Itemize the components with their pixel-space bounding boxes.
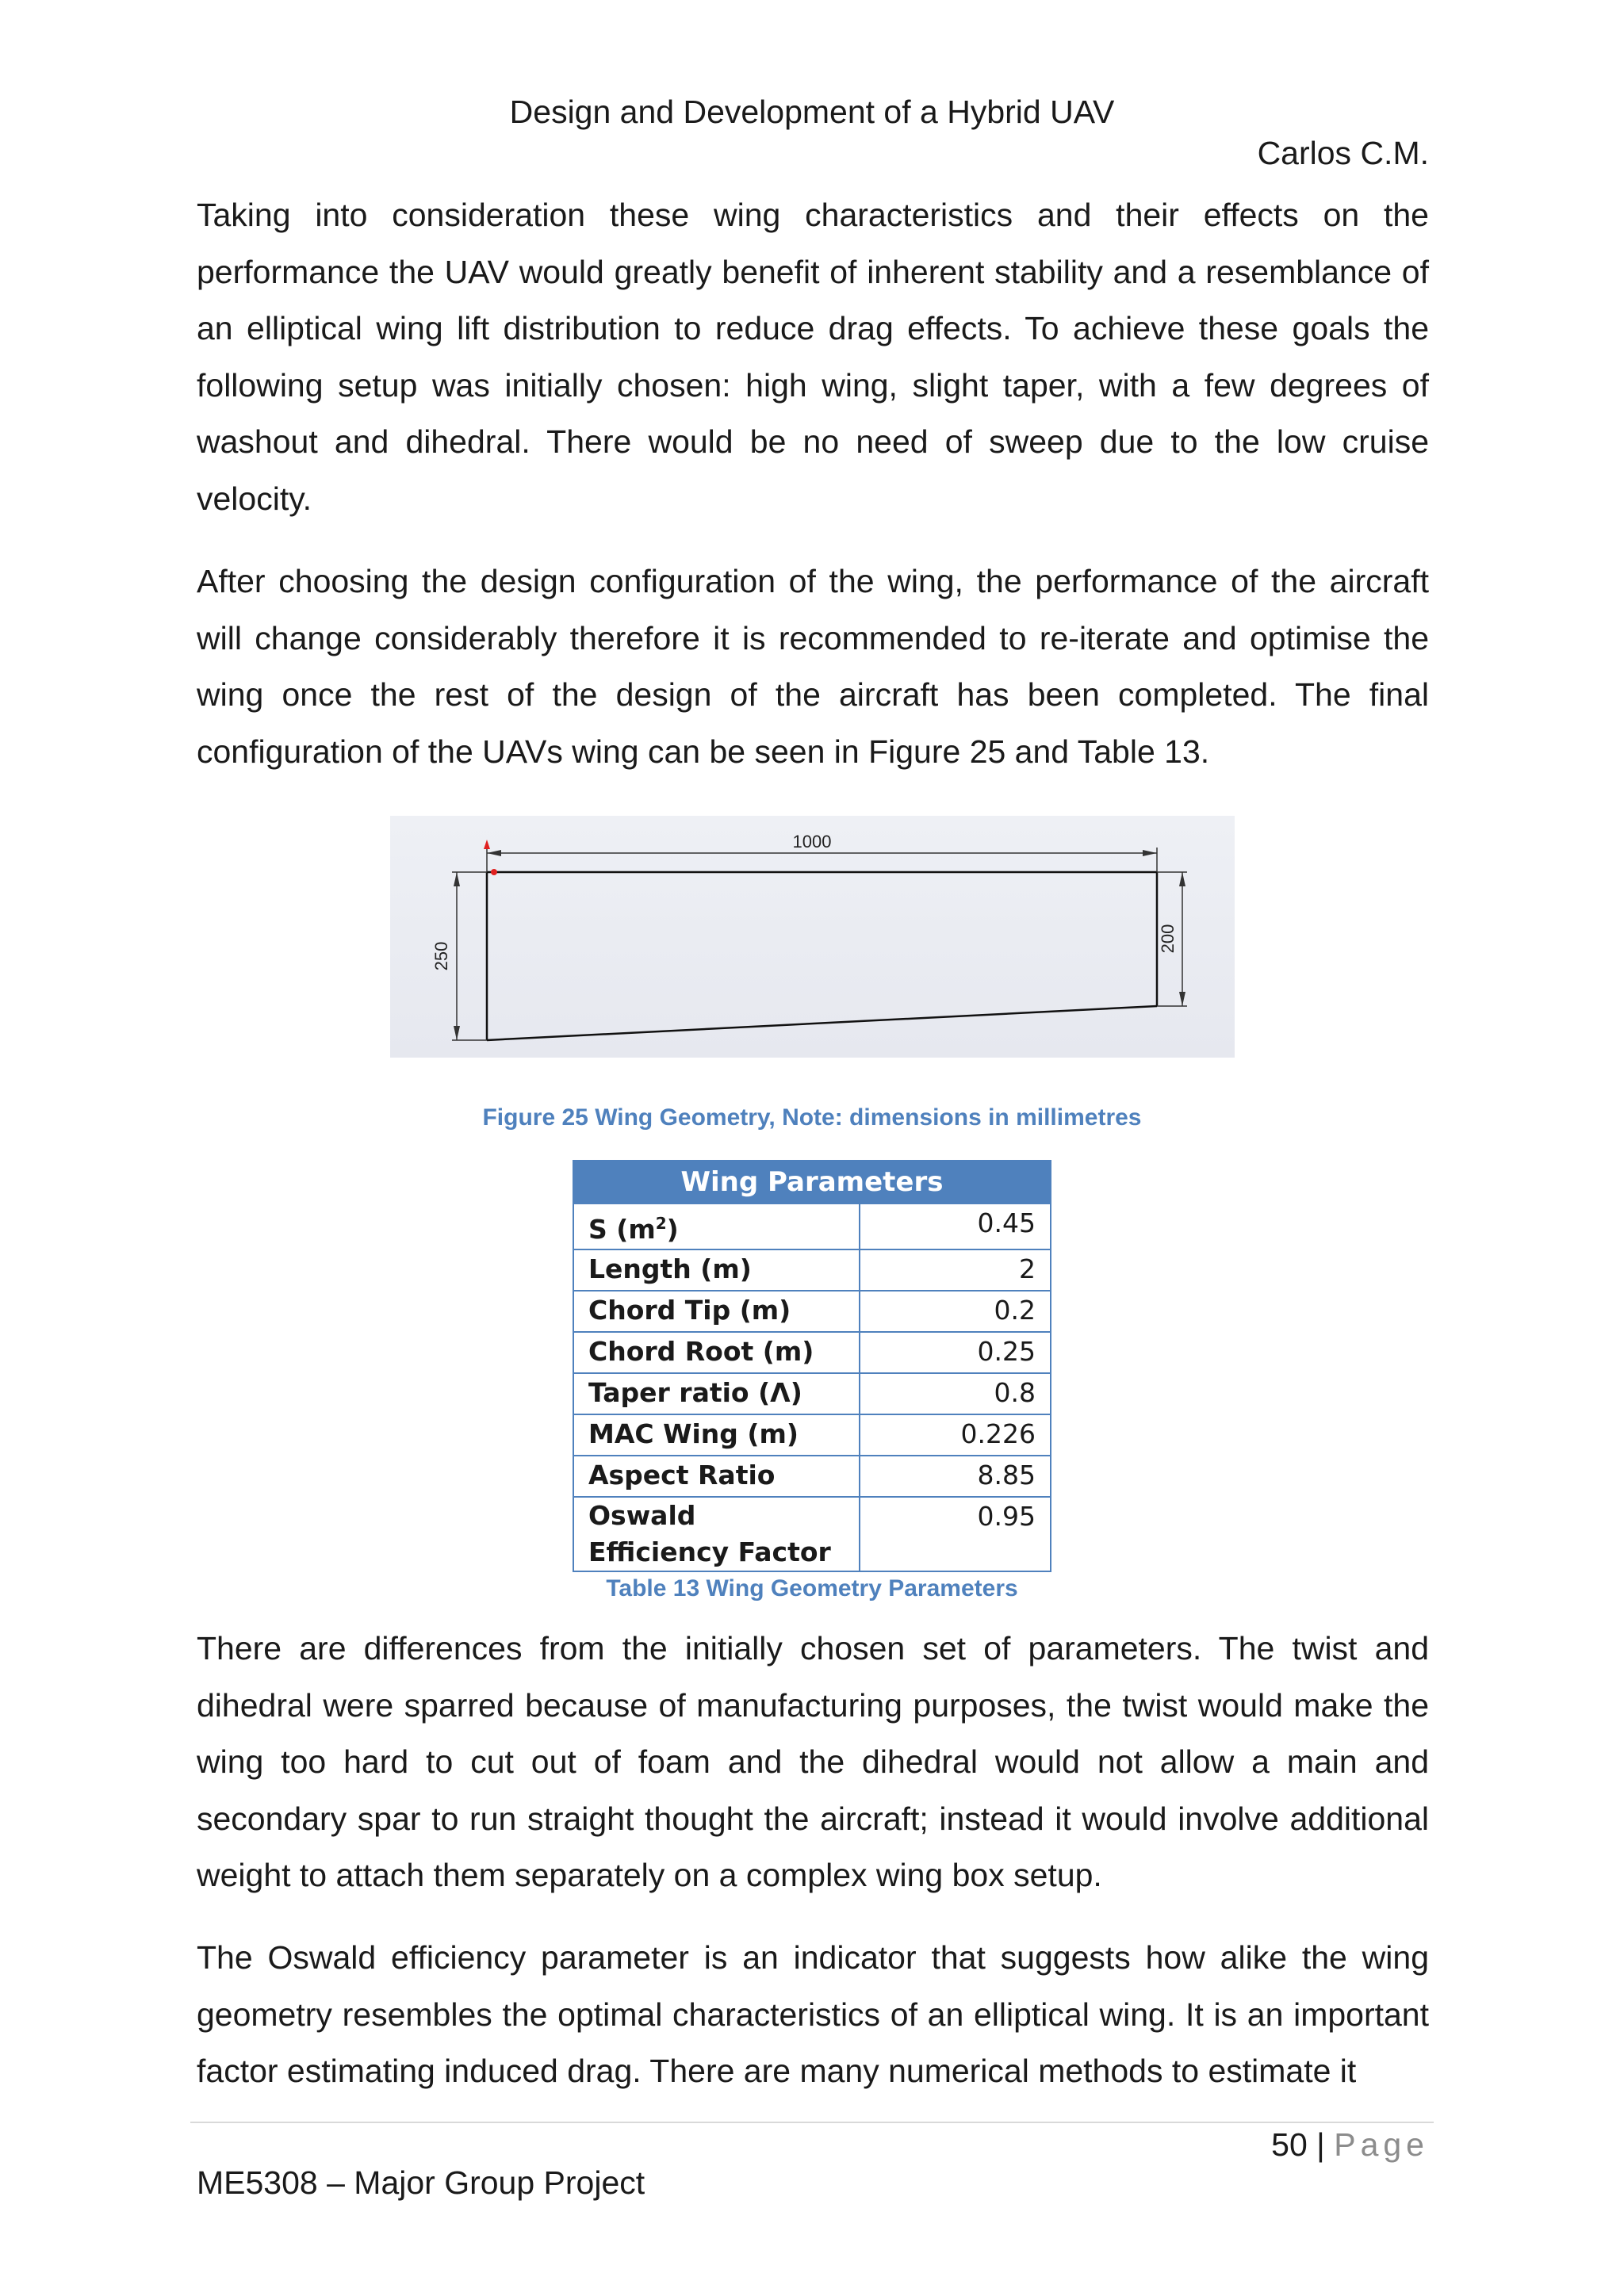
paragraph-parameter-differences: There are differences from the initially chosen set of parameters. The twist and dihedral were sparred because of manufacturing purposes, the twist would make the wing too hard to cut out of foam and the dihedral would not allow a main and secondary spar to run straight thought the aircraft; instead it would involve additional weight to attach them separately on a complex wing box setup.: [197, 1630, 1429, 1893]
param-cell: Chord Root (m): [573, 1332, 860, 1373]
page-number-value: 50: [1271, 2126, 1308, 2163]
value-cell: 0.2: [860, 1291, 1051, 1332]
table-row: [573, 1332, 1051, 1373]
origin-marker-icon: [484, 840, 490, 849]
paragraph-oswald-efficiency: The Oswald efficiency parameter is an indicator that suggests how alike the wing geometry resembles the optimal characteristics of an elliptical wing. It is an important factor estimating induced drag. There are many numerical methods to estimate it: [197, 1939, 1429, 2089]
tip-arrow-top: [1179, 872, 1185, 886]
header-title: Design and Development of a Hybrid UAV: [509, 94, 1115, 130]
page-number: [1271, 2126, 1429, 2164]
table-row: [573, 1291, 1051, 1332]
value-cell: 0.95: [860, 1497, 1051, 1571]
tip-dimension-label: 200: [1158, 924, 1178, 954]
table-row: [573, 1203, 1051, 1249]
page-word: Page: [1334, 2126, 1429, 2163]
table-header: Wing Parameters: [573, 1161, 1051, 1203]
param-cell: Aspect Ratio: [573, 1456, 860, 1497]
length-arrow-right: [1143, 850, 1157, 856]
footer-divider: [190, 2122, 1434, 2123]
value-cell: 0.226: [860, 1414, 1051, 1456]
value-cell: 2: [860, 1249, 1051, 1291]
param-cell: S $(m^2)$: [573, 1203, 860, 1249]
wing-geometry-figure: [390, 816, 1235, 1058]
table-row: [573, 1497, 1051, 1571]
length-arrow-left: [487, 850, 501, 856]
value-cell: 0.25: [860, 1332, 1051, 1373]
wing-trailing-edge: [487, 1006, 1157, 1040]
tip-arrow-bottom: [1179, 992, 1185, 1006]
table-row: [573, 1414, 1051, 1456]
page-number-separator: |: [1316, 2126, 1325, 2163]
table-row: [573, 1456, 1051, 1497]
paragraph-design-configuration: After choosing the design configuration of the wing, the performance of the aircraft will change considerably therefore it is recommended to re-iterate and optimise the wing once the rest of the design of the aircraft has been completed. The final configuration of the UAVs wing can be seen in Figure 25 and Table 13.: [197, 563, 1429, 770]
param-cell: MAC Wing (m): [573, 1414, 860, 1456]
table-row: [573, 1373, 1051, 1414]
root-dimension-label: 250: [431, 941, 451, 971]
root-arrow-bottom: [454, 1026, 460, 1040]
header-author: Carlos C.M.: [1257, 135, 1429, 171]
param-cell: Length (m): [573, 1249, 860, 1291]
value-cell: 8.85: [860, 1456, 1051, 1497]
value-cell: 0.8: [860, 1373, 1051, 1414]
param-cell: Taper ratio (Λ): [573, 1373, 860, 1414]
value-cell: 0.45: [860, 1203, 1051, 1249]
origin-point-icon: [491, 869, 497, 875]
param-cell: Chord Tip (m): [573, 1291, 860, 1332]
figure-caption: Figure 25 Wing Geometry, Note: dimensions in millimetres: [482, 1104, 1142, 1131]
table-row: [573, 1249, 1051, 1291]
root-arrow-top: [454, 872, 460, 886]
param-cell: Oswald Efficiency Factor: [573, 1497, 860, 1571]
length-dimension-label: 1000: [792, 832, 832, 851]
wing-parameters-table: [573, 1160, 1051, 1572]
table-caption: Table 13 Wing Geometry Parameters: [606, 1575, 1018, 1601]
footer-course: ME5308 – Major Group Project: [197, 2164, 645, 2201]
wing-geometry-drawing: [390, 816, 1235, 1058]
paragraph-wing-characteristics: Taking into consideration these wing characteristics and their effects on the performance the UAV would greatly benefit of inherent stability and a resemblance of an elliptical wing lift distribution to reduce drag effects. To achieve these goals the following setup was initially chosen: high wing, slight taper, with a few degrees of washout and dihedral. There would be no need of sweep due to the low cruise velocity.: [197, 197, 1429, 517]
